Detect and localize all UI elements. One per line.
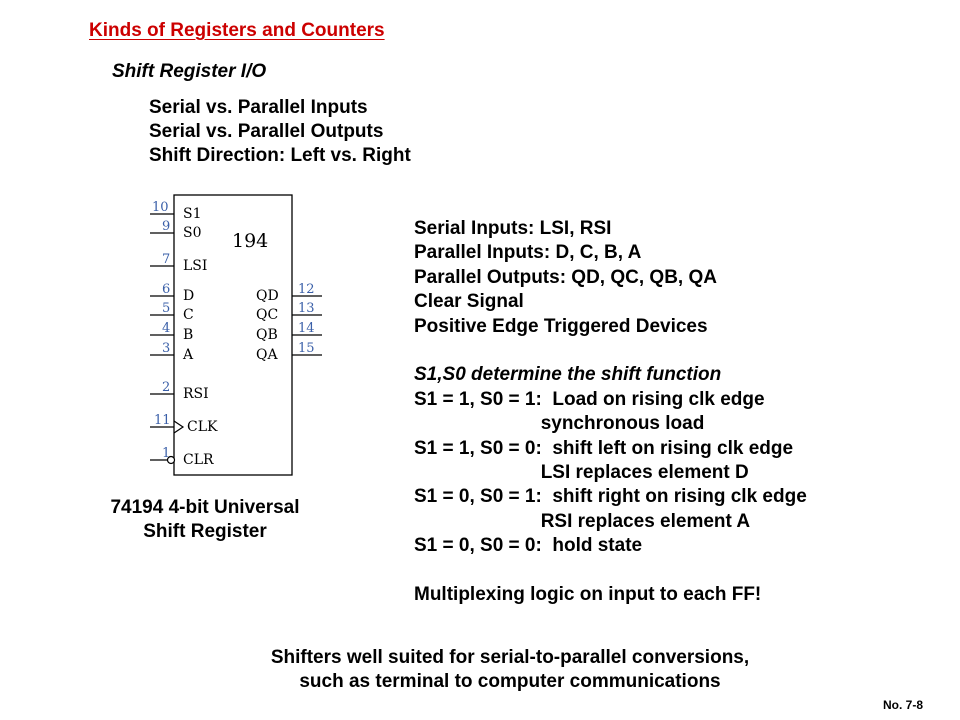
svg-text:S0: S0 [183, 225, 202, 241]
svg-text:10: 10 [152, 200, 169, 215]
svg-text:QB: QB [256, 327, 278, 343]
svg-text:QD: QD [256, 288, 279, 304]
svg-text:2: 2 [162, 380, 171, 395]
io-points-list [149, 96, 411, 168]
svg-text:1: 1 [162, 446, 171, 461]
svg-text:S1: S1 [183, 206, 202, 222]
svg-text:4: 4 [162, 321, 171, 336]
description-line: Clear Signal [414, 291, 524, 313]
slide-title: Kinds of Registers and Counters [89, 20, 385, 41]
svg-text:RSI: RSI [183, 386, 209, 402]
chip-caption [60, 496, 350, 544]
io-point: Serial vs. Parallel Inputs [149, 97, 368, 118]
chip-caption-line: Shift Register [143, 521, 267, 542]
chip-caption-line: 74194 4-bit Universal [110, 497, 300, 518]
description-line: Parallel Inputs: D, C, B, A [414, 242, 642, 264]
svg-text:6: 6 [162, 282, 171, 297]
description-line: synchronous load [414, 413, 705, 435]
description-line: S1 = 1, S0 = 0: shift left on rising clk edge [414, 437, 794, 459]
description-spacer [414, 559, 807, 583]
svg-text:CLR: CLR [183, 452, 214, 468]
description-line: Multiplexing logic on input to each FF! [414, 584, 762, 606]
footer-line: Shifters well suited for serial-to-parallel conversions, [270, 647, 750, 668]
description-block [414, 217, 807, 607]
footer-note [120, 646, 900, 694]
svg-text:14: 14 [298, 321, 315, 336]
svg-text:5: 5 [162, 301, 171, 316]
svg-text:CLK: CLK [187, 419, 218, 435]
svg-text:12: 12 [298, 282, 315, 297]
description-line: S1 = 0, S0 = 0: hold state [414, 535, 643, 557]
svg-text:C: C [183, 307, 194, 323]
slide-subtitle: Shift Register I/O [112, 61, 267, 82]
svg-text:9: 9 [162, 219, 171, 234]
description-heading: S1,S0 determine the shift function [414, 364, 722, 386]
svg-text:A: A [183, 347, 194, 363]
svg-text:QC: QC [256, 307, 279, 323]
svg-text:B: B [183, 327, 194, 343]
footer-line: such as terminal to computer communications [299, 671, 721, 692]
description-line: LSI replaces element D [414, 462, 749, 484]
svg-text:D: D [183, 288, 195, 304]
description-spacer [414, 339, 807, 363]
description-line: S1 = 1, S0 = 1: Load on rising clk edge [414, 388, 765, 410]
description-line: Positive Edge Triggered Devices [414, 315, 708, 337]
io-point: Serial vs. Parallel Outputs [149, 121, 384, 142]
description-line: Serial Inputs: LSI, RSI [414, 218, 612, 239]
svg-text:13: 13 [298, 301, 315, 316]
slide-number: No. 7-8 [882, 698, 923, 712]
shift-register-diagram [140, 190, 330, 480]
description-line: RSI replaces element A [414, 510, 751, 532]
svg-text:LSI: LSI [183, 258, 208, 274]
io-point: Shift Direction: Left vs. Right [149, 145, 411, 166]
description-line: Parallel Outputs: QD, QC, QB, QA [414, 266, 717, 288]
svg-text:15: 15 [298, 341, 315, 356]
svg-text:3: 3 [162, 341, 171, 356]
svg-text:11: 11 [154, 413, 171, 428]
chip-symbol [140, 190, 330, 480]
svg-text:7: 7 [162, 252, 171, 267]
chip-part-number: 194 [232, 230, 269, 252]
svg-text:QA: QA [256, 347, 278, 363]
description-line: S1 = 0, S0 = 1: shift right on rising clk edge [414, 486, 807, 508]
